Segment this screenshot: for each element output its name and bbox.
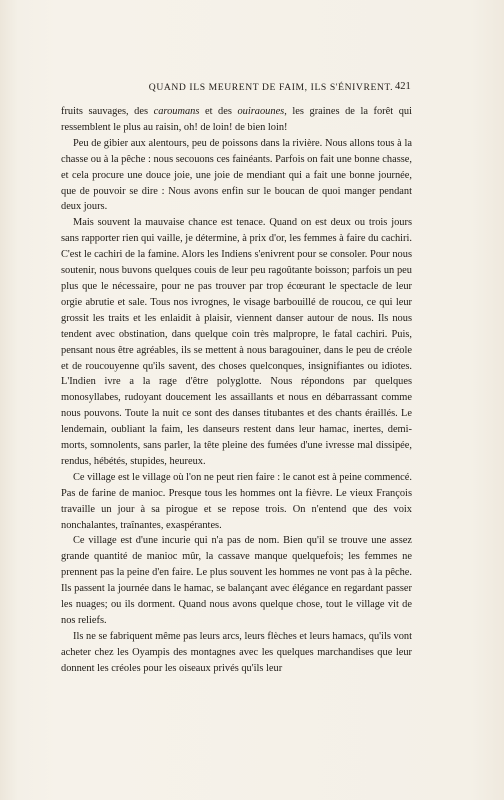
page-number: 421 <box>395 81 411 92</box>
paragraph: Mais souvent la mauvaise chance est tenace. Quand on est deux ou trois jours sans rapporter rien qui vaille, je détermine, à prix d'or, les femmes à faire du cachiri. C'est le cachiri de la famine. Alors les Indiens s'enivrent pour se consoler. Pour nous soutenir, nous buvons quelques couis de leur peu ragoûtante boisson; parfois un peu plus que le nécessaire, pour ne pas trouver par trop écœurant le spectacle de leur orgie abrutie et sale. Tous nos ivrognes, le visage barbouillé de roucou, ce qui leur grossit les traits et les enlaidit à plaisir, viennent danser autour de nous. Ils nous tendent avec obstination, dans quelque coin très malpropre, le fatal cachiri. Puis, pensant nous être agréables, ils se mettent à nous baragouiner, dans le peu de créole et de roucouyenne qu'ils savent, des choses quelconques, insignifiantes ou idiotes. L'Indien ivre a la rage d'être polyglotte. Nous répondons par quelques monosyllabes, rudoyant doucement les assaillants et nous en débarrassant comme nous pouvons. Toute la nuit ce sont des danses titubantes et des chants éraillés. Le lendemain, oubliant la faim, les danseurs restent dans leur hamac, inertes, demi-morts, somnolents, sans parler, la tête pleine des fumées d'une ivresse mal dissipée, rendus, hébétés, stupides, heureux. <box>61 217 412 467</box>
paragraph: Peu de gibier aux alentours, peu de poissons dans la rivière. Nous allons tous à la chasse ou à la pêche : nous secouons ces fainéants. Parfois on fait une bonne chasse, et cela procure une douce joie, une joie de mendiant qui a fait une bonne journée, que de pouvoir se dire : Nous avons enfin sur le boucan de quoi manger pendant deux jours. <box>61 137 412 213</box>
body-text <box>61 104 412 677</box>
paragraph: Ce village est le village où l'on ne peut rien faire : le canot est à peine commencé. Pas de farine de manioc. Presque tous les hommes ont la fièvre. Le vieux François travaille un jour à sa pirogue et se repose trois. On n'entend que des voix nonchalantes, traînantes, exaspérantes. <box>61 471 412 531</box>
paragraph: Ce village est d'une incurie qui n'a pas de nom. Bien qu'il se trouve une assez grande quantité de manioc mûr, la cassave manque quelquefois; les femmes ne prennent pas la peine d'en faire. Le plus souvent les hommes ne vont pas à la pêche. Ils passent la journée dans le hamac, se balançant avec élégance en regardant passer les nuages; ou ils dorment. Quand nous avons quelque chose, tout le village vit de nos reliefs. <box>61 535 412 626</box>
italic-term: caroumans <box>153 106 200 117</box>
paragraph: Ils ne se fabriquent même pas leurs arcs, leurs flèches et leurs hamacs, qu'ils vont acheter chez les Oyampis des montagnes avec les quelques marchandises que leur donnent les créoles pour les oiseaux privés qu'ils leur <box>61 630 412 674</box>
italic-term: ouiraounes <box>237 106 285 117</box>
paragraph-text: et des <box>199 106 238 117</box>
running-title: QUAND ILS MEURENT DE FAIM, ILS S'ÉNIVRENT. <box>148 82 394 93</box>
paragraph-text: fruits sauvages, des <box>61 106 154 117</box>
paragraph <box>61 104 412 136</box>
paragraph-text: , les graines de la forêt qui ressemblent le plus au raisin, oh! de loin! de bien loin! <box>61 106 412 133</box>
